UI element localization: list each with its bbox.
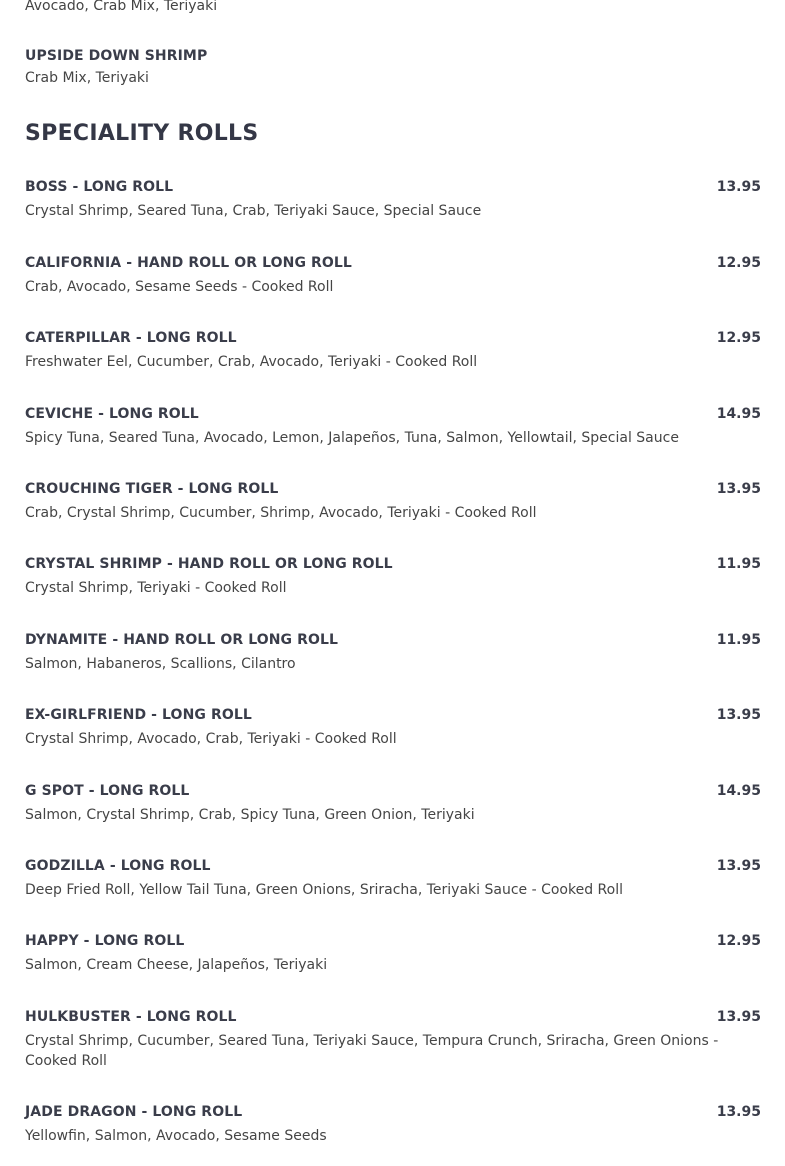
- menu-item: [25, 255, 761, 297]
- item-description: Salmon, Cream Cheese, Jalapeños, Teriyaki: [25, 957, 328, 973]
- menu-item: [25, 707, 761, 749]
- item-description: Crystal Shrimp, Cucumber, Seared Tuna, Teriyaki Sauce, Tempura Crunch, Sriracha, Green Onions - Cooked Roll: [25, 1033, 719, 1069]
- item-name: CRYSTAL SHRIMP - HAND ROLL OR LONG ROLL: [25, 556, 393, 572]
- menu-item: [25, 330, 761, 372]
- item-name: G SPOT - LONG ROLL: [25, 783, 190, 799]
- menu-item: [25, 481, 761, 523]
- item-description: Crab Mix, Teriyaki: [25, 70, 149, 86]
- item-name: CROUCHING TIGER - LONG ROLL: [25, 481, 279, 497]
- menu-item-upside-down-shrimp: [25, 48, 761, 88]
- item-price: 12.95: [716, 330, 761, 346]
- item-name: UPSIDE DOWN SHRIMP: [25, 48, 208, 64]
- item-name: GODZILLA - LONG ROLL: [25, 858, 211, 874]
- item-name: CEVICHE - LONG ROLL: [25, 406, 199, 422]
- menu-item: [25, 1104, 761, 1146]
- item-price: 13.95: [716, 1104, 761, 1120]
- menu-item: [25, 1009, 761, 1071]
- item-name: CALIFORNIA - HAND ROLL OR LONG ROLL: [25, 255, 352, 271]
- item-description: Crab, Avocado, Sesame Seeds - Cooked Roll: [25, 279, 334, 295]
- item-description: Crystal Shrimp, Seared Tuna, Crab, Teriyaki Sauce, Special Sauce: [25, 203, 482, 219]
- item-description: Avocado, Crab Mix, Teriyaki: [25, 0, 218, 14]
- item-description: Crystal Shrimp, Teriyaki - Cooked Roll: [25, 580, 287, 596]
- item-price: 14.95: [716, 406, 761, 422]
- menu-item: [25, 632, 761, 674]
- item-name: HAPPY - LONG ROLL: [25, 933, 185, 949]
- item-price: 12.95: [716, 933, 761, 949]
- item-price: 13.95: [716, 179, 761, 195]
- item-price: 14.95: [716, 783, 761, 799]
- item-description: Spicy Tuna, Seared Tuna, Avocado, Lemon, Jalapeños, Tuna, Salmon, Yellowtail, Special Sauce: [25, 430, 679, 446]
- menu-item: [25, 858, 761, 900]
- item-name: DYNAMITE - HAND ROLL OR LONG ROLL: [25, 632, 339, 648]
- menu-item: [25, 783, 761, 825]
- item-price: 13.95: [716, 1009, 761, 1025]
- menu-item: [25, 406, 761, 448]
- item-description: Freshwater Eel, Cucumber, Crab, Avocado, Teriyaki - Cooked Roll: [25, 354, 478, 370]
- item-price: 13.95: [716, 707, 761, 723]
- item-description: Yellowfin, Salmon, Avocado, Sesame Seeds: [25, 1128, 327, 1144]
- item-description: Salmon, Habaneros, Scallions, Cilantro: [25, 656, 296, 672]
- item-price: 12.95: [716, 255, 761, 271]
- item-price: 13.95: [716, 858, 761, 874]
- menu-item: [25, 556, 761, 598]
- item-name: EX-GIRLFRIEND - LONG ROLL: [25, 707, 252, 723]
- item-price: 11.95: [716, 632, 761, 648]
- item-name: BOSS - LONG ROLL: [25, 179, 174, 195]
- item-name: JADE DRAGON - LONG ROLL: [25, 1104, 243, 1120]
- item-price: 11.95: [716, 556, 761, 572]
- item-name: CATERPILLAR - LONG ROLL: [25, 330, 237, 346]
- item-description: Crab, Crystal Shrimp, Cucumber, Shrimp, Avocado, Teriyaki - Cooked Roll: [25, 505, 537, 521]
- menu-item: [25, 933, 761, 975]
- section-title: SPECIALITY ROLLS: [25, 121, 259, 146]
- menu-item: [25, 179, 761, 221]
- item-description: Salmon, Crystal Shrimp, Crab, Spicy Tuna, Green Onion, Teriyaki: [25, 807, 475, 823]
- item-price: 13.95: [716, 481, 761, 497]
- item-name: HULKBUSTER - LONG ROLL: [25, 1009, 237, 1025]
- item-description: Crystal Shrimp, Avocado, Crab, Teriyaki - Cooked Roll: [25, 731, 397, 747]
- item-description: Deep Fried Roll, Yellow Tail Tuna, Green Onions, Sriracha, Teriyaki Sauce - Cooked Roll: [25, 882, 623, 898]
